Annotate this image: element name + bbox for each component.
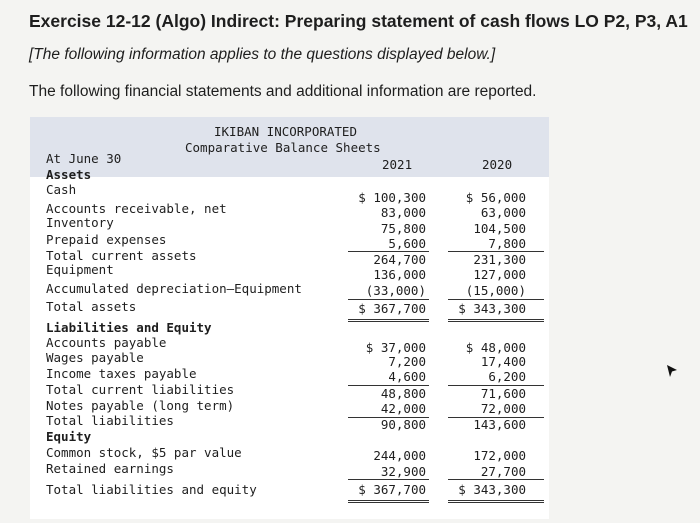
value-2020-total-assets: $ 343,300 [458, 301, 526, 316]
row-label-accounts-payable: Accounts payable [46, 335, 167, 350]
value-2021-total-liabilities: 90,800 [380, 417, 426, 432]
instruction-note: [The following information applies to the questions displayed below.] [29, 46, 496, 63]
row-label-equipment: Equipment [46, 262, 114, 277]
value-2020-accumulated-depreciation: (15,000) [465, 283, 526, 298]
value-2021-inventory: 75,800 [380, 221, 426, 236]
subtotal-rule [348, 299, 429, 300]
mouse-cursor-icon [666, 364, 678, 378]
company-name: IKIBAN INCORPORATED [214, 124, 357, 139]
row-label-inventory: Inventory [46, 215, 114, 230]
value-2020-total-current-assets: 231,300 [473, 252, 526, 267]
value-2021-prepaid-expenses: 5,600 [388, 236, 426, 251]
value-2021-retained-earnings: 32,900 [380, 464, 426, 479]
value-2021-wages-payable: 7,200 [388, 354, 426, 369]
value-2021-accounts-payable: $ 37,000 [365, 340, 426, 355]
subtotal-rule [348, 479, 429, 480]
statement-name: Comparative Balance Sheets [185, 140, 381, 155]
section-heading-equity: Equity [46, 429, 92, 444]
value-2021-total-assets: $ 367,700 [358, 301, 426, 316]
balance-sheet-table [30, 117, 549, 519]
row-label-accounts-receivable: Accounts receivable, net [46, 201, 227, 216]
row-label-income-taxes-payable: Income taxes payable [46, 366, 197, 381]
value-2020-cash: $ 56,000 [465, 190, 526, 205]
value-2021-accumulated-depreciation: (33,000) [365, 283, 426, 298]
row-label-total-current-assets: Total current assets [46, 248, 197, 263]
date-label: At June 30 [46, 151, 122, 166]
value-2020-notes-payable: 72,000 [480, 401, 526, 416]
value-2020-accounts-payable: $ 48,000 [465, 340, 526, 355]
intro-text: The following financial statements and additional information are reported. [29, 83, 537, 100]
row-label-total-liabilities: Total liabilities [46, 413, 174, 428]
row-label-retained-earnings: Retained earnings [46, 461, 174, 476]
total-double-rule [348, 500, 429, 503]
value-2020-prepaid-expenses: 7,800 [488, 236, 526, 251]
row-label-total-current-liabilities: Total current liabilities [46, 382, 235, 397]
section-heading-liabilities-equity: Liabilities and Equity [46, 320, 212, 335]
row-label-total-assets: Total assets [46, 299, 137, 314]
row-label-total-liabilities-equity: Total liabilities and equity [46, 482, 257, 497]
value-2020-total-liabilities: 143,600 [473, 417, 526, 432]
value-2020-equipment: 127,000 [473, 267, 526, 282]
value-2021-total-liabilities-equity: $ 367,700 [358, 482, 426, 497]
value-2020-retained-earnings: 27,700 [480, 464, 526, 479]
value-2021-common-stock: 244,000 [373, 448, 426, 463]
row-label-cash: Cash [46, 182, 77, 197]
subtotal-rule [448, 299, 544, 300]
value-2021-income-taxes-payable: 4,600 [388, 369, 426, 384]
value-2020-wages-payable: 17,400 [480, 354, 526, 369]
value-2021-total-current-assets: 264,700 [373, 252, 426, 267]
row-label-wages-payable: Wages payable [46, 350, 144, 365]
subtotal-rule [448, 479, 544, 480]
value-2020-income-taxes-payable: 6,200 [488, 369, 526, 384]
row-label-notes-payable: Notes payable (long term) [46, 398, 235, 413]
value-2020-inventory: 104,500 [473, 221, 526, 236]
row-label-prepaid-expenses: Prepaid expenses [46, 232, 167, 247]
value-2020-accounts-receivable: 63,000 [480, 205, 526, 220]
value-2021-equipment: 136,000 [373, 267, 426, 282]
row-label-accumulated-depreciation: Accumulated depreciation—Equipment [46, 281, 302, 296]
column-header-2020: 2020 [482, 157, 513, 172]
value-2021-total-current-liabilities: 48,800 [380, 386, 426, 401]
row-label-common-stock: Common stock, $5 par value [46, 445, 242, 460]
value-2020-common-stock: 172,000 [473, 448, 526, 463]
total-double-rule [348, 319, 429, 322]
value-2021-notes-payable: 42,000 [380, 401, 426, 416]
value-2020-total-liabilities-equity: $ 343,300 [458, 482, 526, 497]
section-heading-assets: Assets [46, 167, 92, 182]
value-2020-total-current-liabilities: 71,600 [480, 386, 526, 401]
column-header-2021: 2021 [382, 157, 413, 172]
total-double-rule [448, 319, 544, 322]
value-2021-cash: $ 100,300 [358, 190, 426, 205]
total-double-rule [448, 500, 544, 503]
value-2021-accounts-receivable: 83,000 [380, 205, 426, 220]
page-title: Exercise 12-12 (Algo) Indirect: Preparing statement of cash flows LO P2, P3, A1 [29, 11, 688, 31]
